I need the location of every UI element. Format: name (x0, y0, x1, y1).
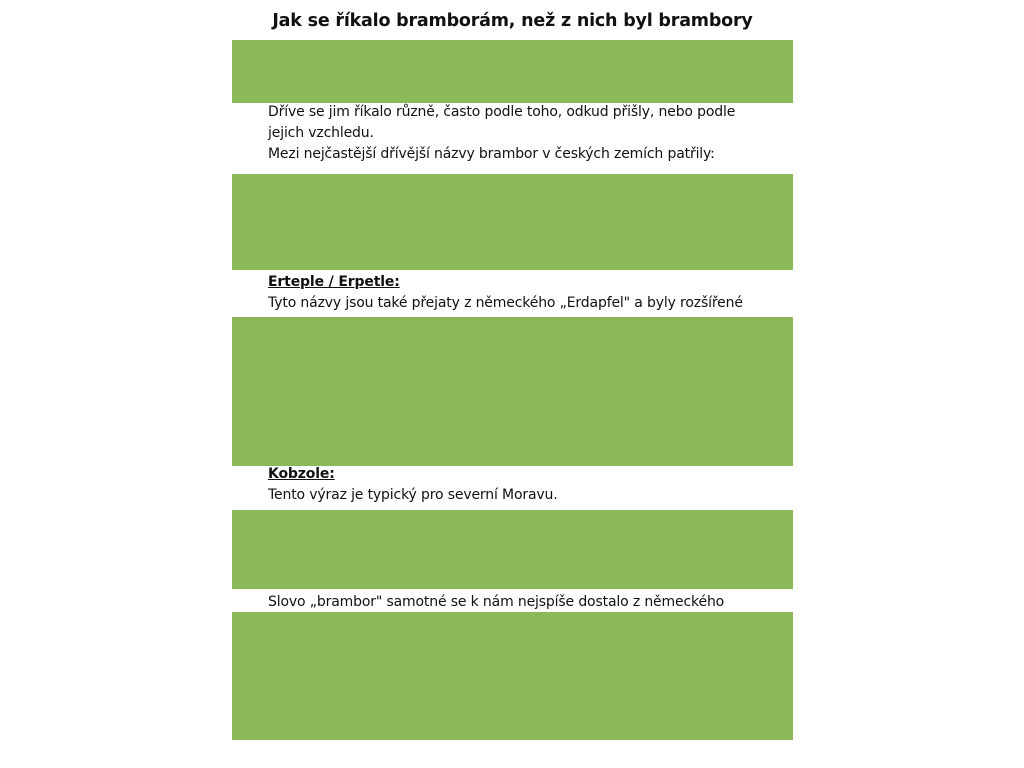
green-block (232, 612, 793, 740)
intro-line: Dříve se jim říkalo různě, často podle toho, odkud přišly, nebo podle (268, 104, 736, 120)
clipped-text-wrapper (268, 591, 788, 613)
section-text-erteple: Tyto názvy jsou také přejaty z německého „Erdapfel" a byly rozšířené (268, 295, 743, 311)
page-title: Jak se říkalo bramborám, než z nich byl brambory (272, 11, 753, 31)
clipped-text-wrapper (268, 293, 788, 317)
green-block (232, 174, 793, 270)
green-block (232, 510, 793, 589)
section-text-kobzole: Tento výraz je typický pro severní Moravu. (268, 487, 558, 503)
section-heading-erteple: Erteple / Erpetle: (268, 274, 400, 290)
green-block (232, 40, 793, 103)
green-block (232, 317, 793, 466)
intro-line: Mezi nejčastější dřívější názvy brambor v českých zemích patřily: (268, 146, 715, 162)
section-heading-kobzole: Kobzole: (268, 466, 335, 482)
closing-text: Slovo „brambor" samotné se k nám nejspíše dostalo z německého (268, 594, 725, 610)
intro-line: jejich vzchledu. (268, 125, 374, 141)
